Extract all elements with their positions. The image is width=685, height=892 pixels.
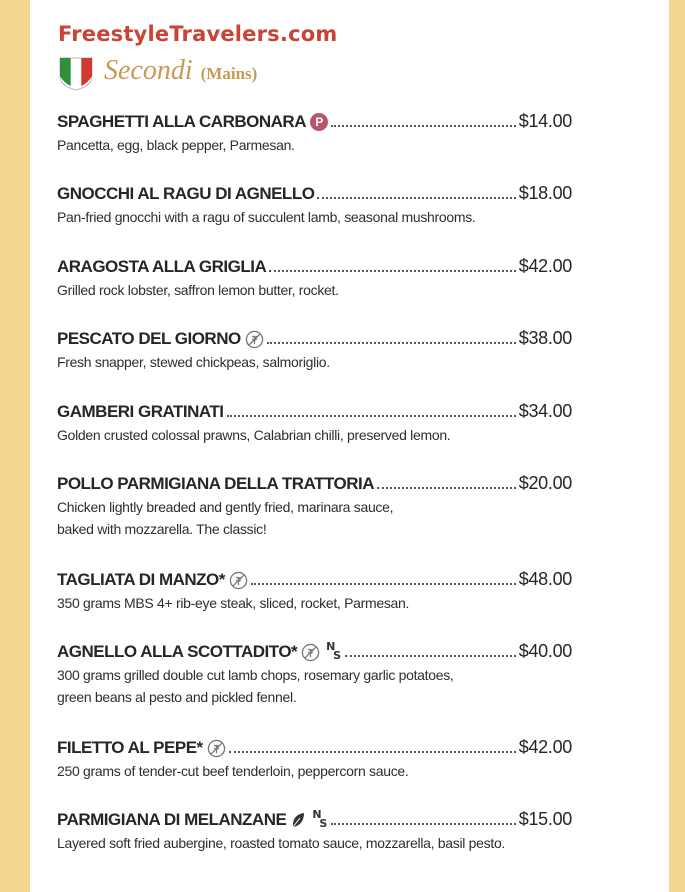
- menu-item-name: ARAGOSTA ALLA GRIGLIA: [57, 257, 267, 276]
- dot-leader: [229, 750, 516, 753]
- no-sugar-icon: N S: [326, 640, 341, 662]
- left-border: [0, 0, 30, 892]
- gluten-free-icon: [301, 643, 320, 662]
- dot-leader: [331, 124, 516, 127]
- menu-item-name: PARMIGIANA DI MELANZANE: [57, 810, 287, 829]
- menu-item: [57, 108, 572, 156]
- p-badge-icon: P: [310, 113, 328, 131]
- menu-item-name: PESCATO DEL GIORNO: [57, 329, 241, 348]
- gluten-free-icon: [207, 739, 226, 758]
- menu-item: [57, 470, 572, 540]
- dot-leader: [267, 341, 516, 344]
- section-title-english: (Mains): [200, 64, 258, 83]
- menu-item-description: Pan-fried gnocchi with a ragu of succulent lamb, seasonal mushrooms.: [57, 209, 476, 225]
- menu-item: [57, 638, 572, 708]
- gluten-free-icon: [229, 571, 248, 590]
- menu-item-description: Chicken lightly breaded and gently fried, marinara sauce, baked with mozzarella. The classic!: [57, 499, 394, 537]
- dot-leader: [251, 582, 516, 585]
- menu-item-name: AGNELLO ALLA SCOTTADITO*: [57, 642, 298, 661]
- menu-item-description: 300 grams grilled double cut lamb chops, rosemary garlic potatoes, green beans al pesto and pickled fennel.: [57, 667, 454, 705]
- menu-item-price: $15.00: [518, 809, 572, 829]
- menu-item: [57, 325, 572, 373]
- dot-leader: [331, 822, 515, 825]
- dot-leader: [269, 269, 516, 272]
- menu-item-price: $42.00: [518, 256, 572, 276]
- dot-leader: [227, 414, 516, 417]
- menu-item-name: SPAGHETTI ALLA CARBONARA: [57, 112, 306, 131]
- menu-item-name: GAMBERI GRATINATI: [57, 402, 224, 421]
- menu-item-name: GNOCCHI AL RAGU DI AGNELLO: [57, 184, 315, 203]
- section-title: [104, 55, 257, 87]
- menu-item-description: 250 grams of tender-cut beef tenderloin, peppercorn sauce.: [57, 763, 409, 779]
- menu-item-description: Golden crusted colossal prawns, Calabrian chilli, preserved lemon.: [57, 427, 451, 443]
- menu-item-price: $40.00: [518, 641, 572, 661]
- menu-item-name: FILETTO AL PEPE*: [57, 738, 203, 757]
- menu-item-price: $34.00: [518, 401, 572, 421]
- dot-leader: [317, 196, 515, 199]
- menu-item-description: Pancetta, egg, black pepper, Parmesan.: [57, 137, 295, 153]
- dot-leader: [377, 486, 516, 489]
- menu-item: [57, 566, 572, 614]
- brand-title: FreestyleTravelers.com: [58, 22, 338, 46]
- menu-item-name: TAGLIATA DI MANZO*: [57, 570, 225, 589]
- menu-item-price: $20.00: [518, 473, 572, 493]
- menu-item-price: $14.00: [518, 111, 572, 131]
- menu-item-description: Fresh snapper, stewed chickpeas, salmoriglio.: [57, 354, 330, 370]
- menu-item-name: POLLO PARMIGIANA DELLA TRATTORIA: [57, 474, 375, 493]
- dot-leader: [345, 654, 516, 657]
- menu-item: [57, 180, 572, 228]
- menu-item-price: $38.00: [518, 328, 572, 348]
- no-sugar-icon: N S: [312, 808, 327, 830]
- vegetarian-leaf-icon: [290, 811, 306, 829]
- menu-item-price: $18.00: [518, 183, 572, 203]
- section-title-italian: Secondi: [104, 55, 193, 86]
- menu-item-description: 350 grams MBS 4+ rib-eye steak, sliced, rocket, Parmesan.: [57, 595, 410, 611]
- menu-item: [57, 398, 572, 446]
- italian-flag-icon: [58, 56, 94, 92]
- menu-item-price: $48.00: [518, 569, 572, 589]
- menu-item: [57, 734, 572, 782]
- right-border: [669, 0, 685, 892]
- gluten-free-icon: [245, 330, 264, 349]
- menu-item: [57, 253, 572, 301]
- menu-item-description: Layered soft fried aubergine, roasted tomato sauce, mozzarella, basil pesto.: [57, 835, 506, 851]
- menu-item-price: $42.00: [518, 737, 572, 757]
- menu-item: [57, 806, 572, 854]
- menu-item-description: Grilled rock lobster, saffron lemon butter, rocket.: [57, 282, 339, 298]
